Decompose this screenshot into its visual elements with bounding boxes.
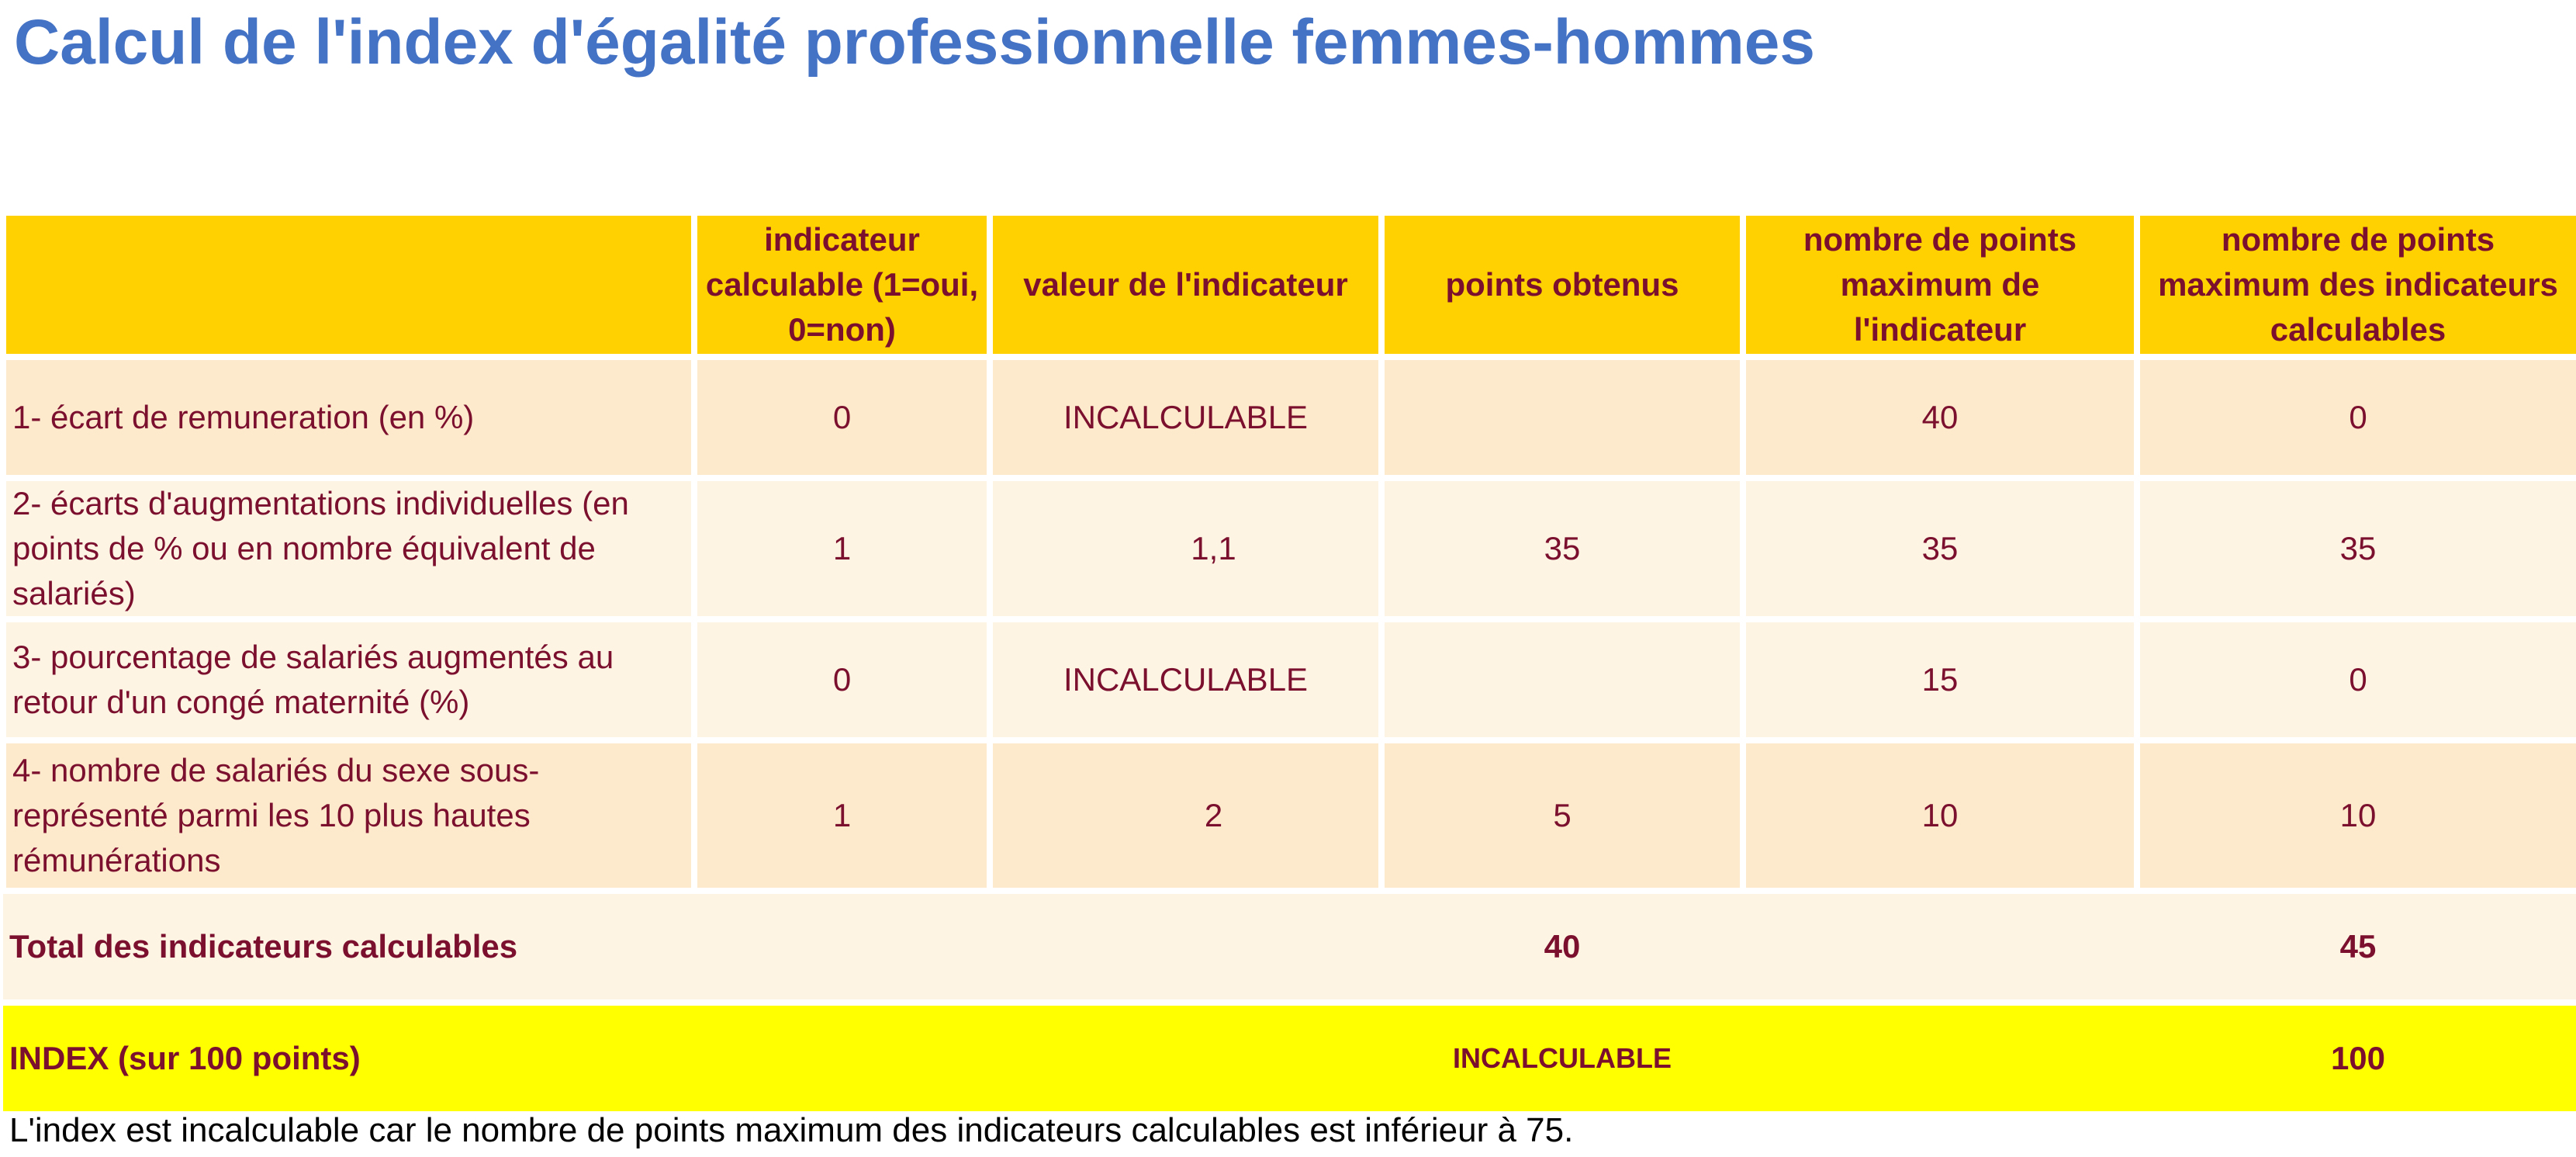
cell-valeur: 2 bbox=[990, 740, 1381, 891]
index-empty bbox=[1743, 1003, 2137, 1114]
header-points-obtenus: points obtenus bbox=[1381, 213, 1743, 357]
cell-valeur: 1,1 bbox=[990, 478, 1381, 619]
footnote: L'index est incalculable car le nombre de points maximum des indicateurs calculables est inférieur à 75. bbox=[9, 1111, 1574, 1149]
index-table bbox=[0, 210, 2576, 1117]
table-row bbox=[3, 740, 2576, 891]
row-label: 1- écart de remuneration (en %) bbox=[3, 357, 694, 478]
cell-calculable: 0 bbox=[694, 619, 990, 740]
cell-points: 35 bbox=[1381, 478, 1743, 619]
cell-points bbox=[1381, 357, 1743, 478]
cell-max-indicateur: 40 bbox=[1743, 357, 2137, 478]
row-label: 2- écarts d'augmentations individuelles (en points de % ou en nombre équivalent de salariés) bbox=[3, 478, 694, 619]
total-row bbox=[3, 891, 2576, 1003]
cell-max-calculables: 10 bbox=[2137, 740, 2576, 891]
cell-calculable: 1 bbox=[694, 740, 990, 891]
cell-calculable: 1 bbox=[694, 478, 990, 619]
total-max-calculables: 45 bbox=[2137, 891, 2576, 1003]
header-max-indicateur: nombre de points maximum de l'indicateur bbox=[1743, 213, 2137, 357]
cell-calculable: 0 bbox=[694, 357, 990, 478]
cell-valeur: INCALCULABLE bbox=[990, 619, 1381, 740]
cell-max-calculables: 0 bbox=[2137, 619, 2576, 740]
header-cell-empty bbox=[3, 213, 694, 357]
total-empty bbox=[1743, 891, 2137, 1003]
total-points: 40 bbox=[1381, 891, 1743, 1003]
cell-points bbox=[1381, 619, 1743, 740]
cell-max-indicateur: 35 bbox=[1743, 478, 2137, 619]
total-label: Total des indicateurs calculables bbox=[3, 891, 1381, 1003]
table-header-row bbox=[3, 213, 2576, 357]
row-label: 3- pourcentage de salariés augmentés au retour d'un congé maternité (%) bbox=[3, 619, 694, 740]
cell-valeur: INCALCULABLE bbox=[990, 357, 1381, 478]
table-row bbox=[3, 619, 2576, 740]
cell-max-indicateur: 15 bbox=[1743, 619, 2137, 740]
table-row bbox=[3, 357, 2576, 478]
cell-max-calculables: 0 bbox=[2137, 357, 2576, 478]
header-max-calculables: nombre de points maximum des indicateurs calculables bbox=[2137, 213, 2576, 357]
index-row bbox=[3, 1003, 2576, 1114]
cell-points: 5 bbox=[1381, 740, 1743, 891]
index-label: INDEX (sur 100 points) bbox=[3, 1003, 1381, 1114]
header-indicateur-calculable: indicateur calculable (1=oui, 0=non) bbox=[694, 213, 990, 357]
page-title: Calcul de l'index d'égalité professionnelle femmes-hommes bbox=[14, 7, 1815, 78]
index-max: 100 bbox=[2137, 1003, 2576, 1114]
cell-max-indicateur: 10 bbox=[1743, 740, 2137, 891]
cell-max-calculables: 35 bbox=[2137, 478, 2576, 619]
table-row bbox=[3, 478, 2576, 619]
index-points: INCALCULABLE bbox=[1381, 1003, 1743, 1114]
header-valeur-indicateur: valeur de l'indicateur bbox=[990, 213, 1381, 357]
row-label: 4- nombre de salariés du sexe sous-représenté parmi les 10 plus hautes rémunérations bbox=[3, 740, 694, 891]
